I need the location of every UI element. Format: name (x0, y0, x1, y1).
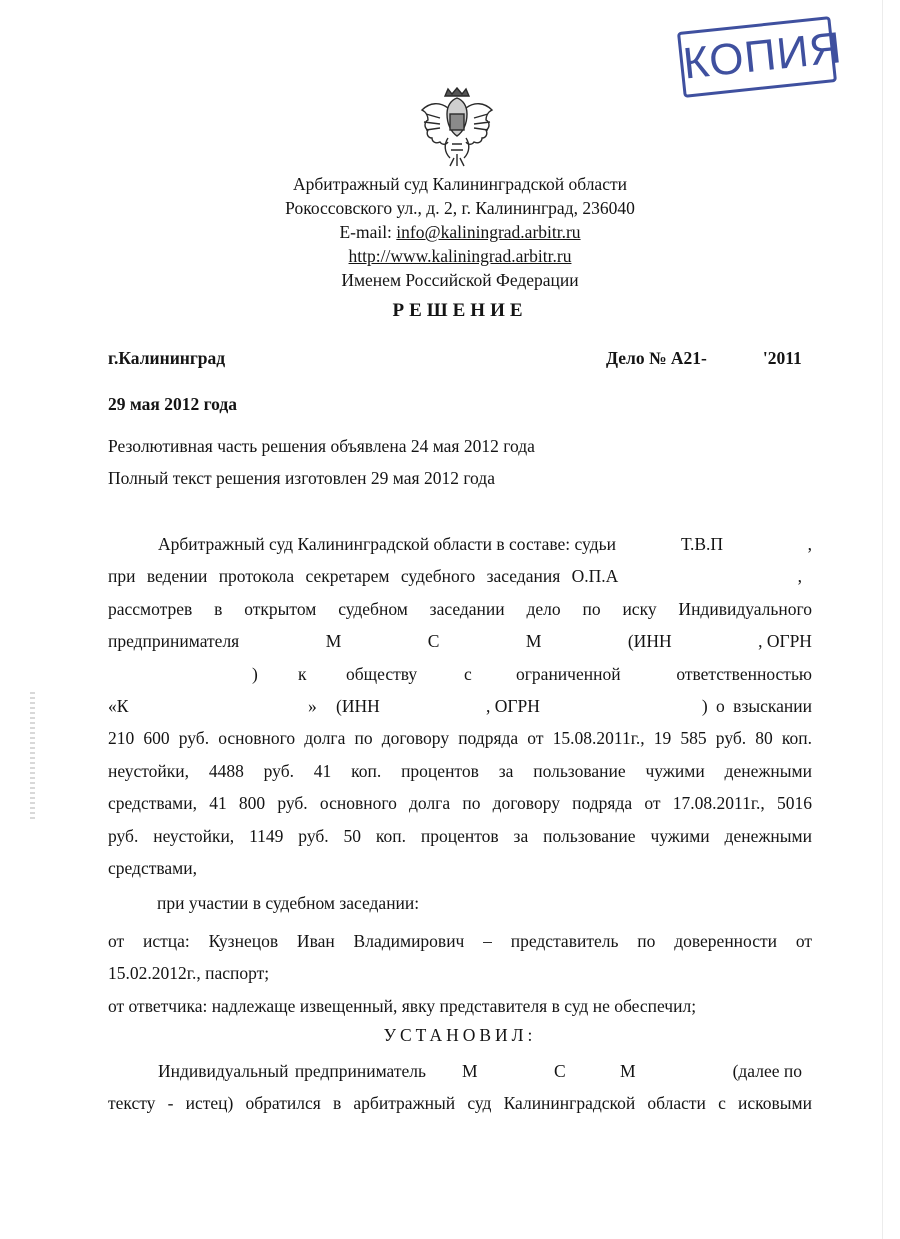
body-l4-a: предпринимателя (108, 631, 240, 652)
body-l1-a: Арбитражный суд Калининградской области в составе: судьи (158, 534, 616, 554)
court-website (160, 244, 760, 268)
plaintiff-rep-line-2: 15.02.2012г., паспорт; (108, 963, 270, 984)
case-description (108, 528, 812, 884)
body-line-9: средствами, 41 800 руб. основного долга по договору подряда от 17.08.2011г., 5016 (108, 793, 812, 814)
decision-date: 29 мая 2012 года (108, 394, 238, 414)
body-line-1 (108, 528, 812, 560)
body-l5-a: ) (252, 663, 258, 684)
body-l2-end: , (797, 566, 802, 587)
body-line-3: рассмотрев в открытом судебном заседании дело по иску Индивидуального (108, 598, 812, 619)
website-link[interactable]: http://www.kaliningrad.arbitr.ru (348, 246, 572, 266)
body-l4-e: (ИНН (627, 631, 672, 652)
coat-of-arms-icon (418, 84, 496, 168)
email-link[interactable]: info@kaliningrad.arbitr.ru (396, 222, 581, 242)
page-edge-shadow (882, 0, 883, 1239)
body-l5-d: с (464, 663, 472, 684)
case-suffix: '2011 (762, 348, 802, 368)
binding-holes (30, 692, 35, 822)
established-line-2: тексту - истец) обратился в арбитражный суд Калининградской области с исковыми (108, 1093, 812, 1114)
body-l5-f: ответственностью (676, 663, 812, 684)
body-line-2 (108, 560, 812, 592)
body-l2: при ведении протокола секретарем судебного заседания О.П.А (108, 566, 619, 587)
defendant-line: от ответчика: надлежаще извещенный, явку представителя в суд не обеспечил; (108, 995, 697, 1016)
in-the-name-of: Именем Российской Федерации (341, 270, 579, 290)
established-title: УСТАНОВИЛ: (383, 1025, 537, 1045)
est-l1-b: М (462, 1061, 478, 1081)
body-l5-e: ограниченной (516, 663, 621, 684)
body-l1-c: , (807, 534, 812, 554)
court-address: Рокоссовского ул., д. 2, г. Калининград, 236040 (285, 198, 635, 218)
resolution-line: Резолютивная часть решения объявлена 24 мая 2012 года (108, 436, 535, 456)
copy-stamp: КОПИЯ (677, 16, 837, 98)
participation-intro: при участии в судебном заседании: (157, 893, 420, 913)
est-l1-a: Индивидуальный предприниматель (158, 1061, 426, 1081)
body-l4-f: , ОГРН (758, 631, 812, 652)
body-line-4 (108, 625, 812, 657)
participants (108, 925, 812, 1022)
plaintiff-rep-line-1: от истца: Кузнецов Иван Владимирович – представитель по доверенности от (108, 931, 812, 951)
body-l6-c: (ИНН (336, 695, 380, 716)
plaintiff-initial-3: М (525, 631, 542, 652)
est-l1-c: С (554, 1061, 566, 1081)
place: г.Калининград (108, 348, 226, 368)
body-line-6 (108, 690, 812, 722)
body-l5-c: обществу (346, 663, 418, 684)
body-l6-b: » (308, 695, 317, 716)
body-line-11: средствами, (108, 857, 197, 878)
defendant-name: «К (108, 695, 129, 716)
court-email (160, 220, 760, 244)
body-line-10: руб. неустойки, 1149 руб. 50 коп. процентов за пользование чужими денежными (108, 825, 812, 846)
plaintiff-initial-2: С (427, 631, 440, 652)
case-number (606, 348, 802, 369)
established-text (108, 1055, 812, 1120)
est-l1-e: (далее по (732, 1061, 802, 1081)
fulltext-line: Полный текст решения изготовлен 29 мая 2012 года (108, 468, 495, 488)
plaintiff-initial-1: М (325, 631, 342, 652)
body-line-8: неустойки, 4488 руб. 41 коп. процентов за пользование чужими денежными (108, 760, 812, 781)
court-name: Арбитражный суд Калининградской области (293, 174, 627, 194)
body-l5-b: к (298, 663, 307, 684)
email-prefix: E-mail: (339, 222, 397, 242)
body-line-7: 210 600 руб. основного долга по договору подряда от 15.08.2011г., 19 585 руб. 80 коп. (108, 728, 812, 749)
body-l6-e: ) о взыскании (701, 695, 812, 716)
case-prefix: Дело № А21- (606, 348, 707, 368)
judge-name: Т.В.П (681, 534, 723, 554)
document-title: РЕШЕНИЕ (392, 300, 528, 321)
est-l1-d: М (620, 1061, 636, 1081)
body-l6-d: , ОГРН (486, 695, 540, 716)
established-line-1 (108, 1055, 812, 1087)
body-line-5 (108, 658, 812, 690)
